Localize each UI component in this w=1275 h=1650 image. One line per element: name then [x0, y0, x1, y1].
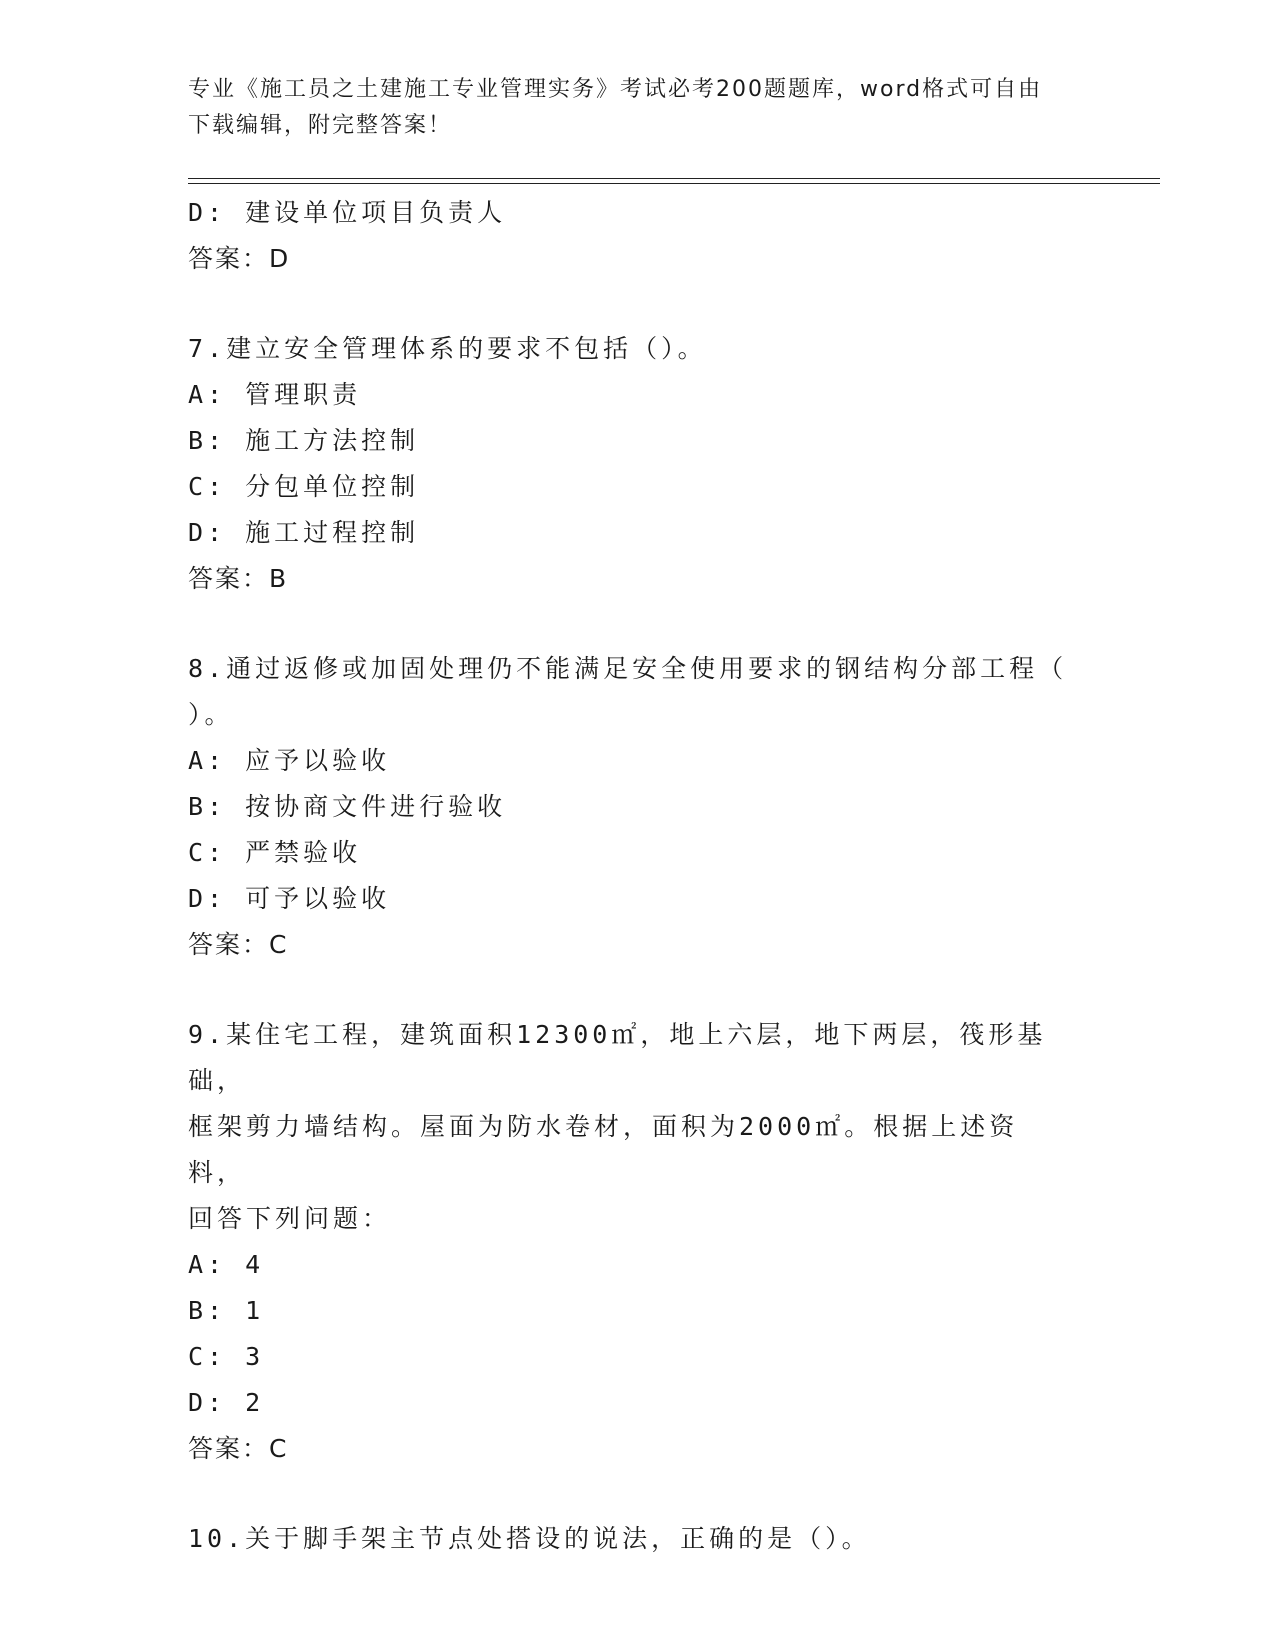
- answer-line: 答案：B: [188, 564, 289, 593]
- option-a: A: 4: [188, 1250, 265, 1279]
- question-9: [188, 1012, 1068, 1472]
- header-line-1: 专业《施工员之土建施工专业管理实务》考试必考200题题库，word格式可自由: [188, 77, 1043, 102]
- question-10: [188, 1516, 1068, 1562]
- question-stem-line-1: 8.通过返修或加固处理仍不能满足安全使用要求的钢结构分部工程（: [188, 654, 1068, 683]
- header-divider-top: [188, 178, 1160, 179]
- option-c: C: 3: [188, 1342, 265, 1371]
- question-stem-line-3: 回答下列问题：: [188, 1204, 392, 1233]
- header-divider-bottom: [188, 183, 1160, 184]
- option-a: A: 管理职责: [188, 380, 362, 409]
- option-d: D: 可予以验收: [188, 884, 391, 913]
- question-stem-line-2: 框架剪力墙结构。屋面为防水卷材，面积为2000㎡。根据上述资料，: [188, 1112, 1019, 1187]
- answer-line: 答案：C: [188, 1434, 289, 1463]
- option-b: B: 1: [188, 1296, 265, 1325]
- option-b: B: 施工方法控制: [188, 426, 420, 455]
- option-c: C: 严禁验收: [188, 838, 362, 867]
- document-body: [188, 190, 1068, 1562]
- option-c: C: 分包单位控制: [188, 472, 420, 501]
- option-a: A: 应予以验收: [188, 746, 391, 775]
- question-stem: 7.建立安全管理体系的要求不包括（）。: [188, 334, 707, 363]
- question-stem-line-1: 9.某住宅工程，建筑面积12300㎡，地上六层，地下两层，筏形基础，: [188, 1020, 1047, 1095]
- answer-line: 答案：D: [188, 244, 291, 273]
- question-6-tail: [188, 190, 1068, 282]
- answer-line: 答案：C: [188, 930, 289, 959]
- header-line-2: 下载编辑，附完整答案！: [188, 113, 453, 138]
- option-d: D: 施工过程控制: [188, 518, 420, 547]
- question-stem: 10.关于脚手架主节点处搭设的说法，正确的是（）。: [188, 1524, 871, 1553]
- question-7: [188, 326, 1068, 602]
- question-8: [188, 646, 1068, 968]
- question-stem-line-2: ）。: [188, 700, 234, 729]
- option-d: D: 建设单位项目负责人: [188, 198, 507, 227]
- document-header: [188, 72, 1078, 144]
- option-d: D: 2: [188, 1388, 265, 1417]
- option-b: B: 按协商文件进行验收: [188, 792, 507, 821]
